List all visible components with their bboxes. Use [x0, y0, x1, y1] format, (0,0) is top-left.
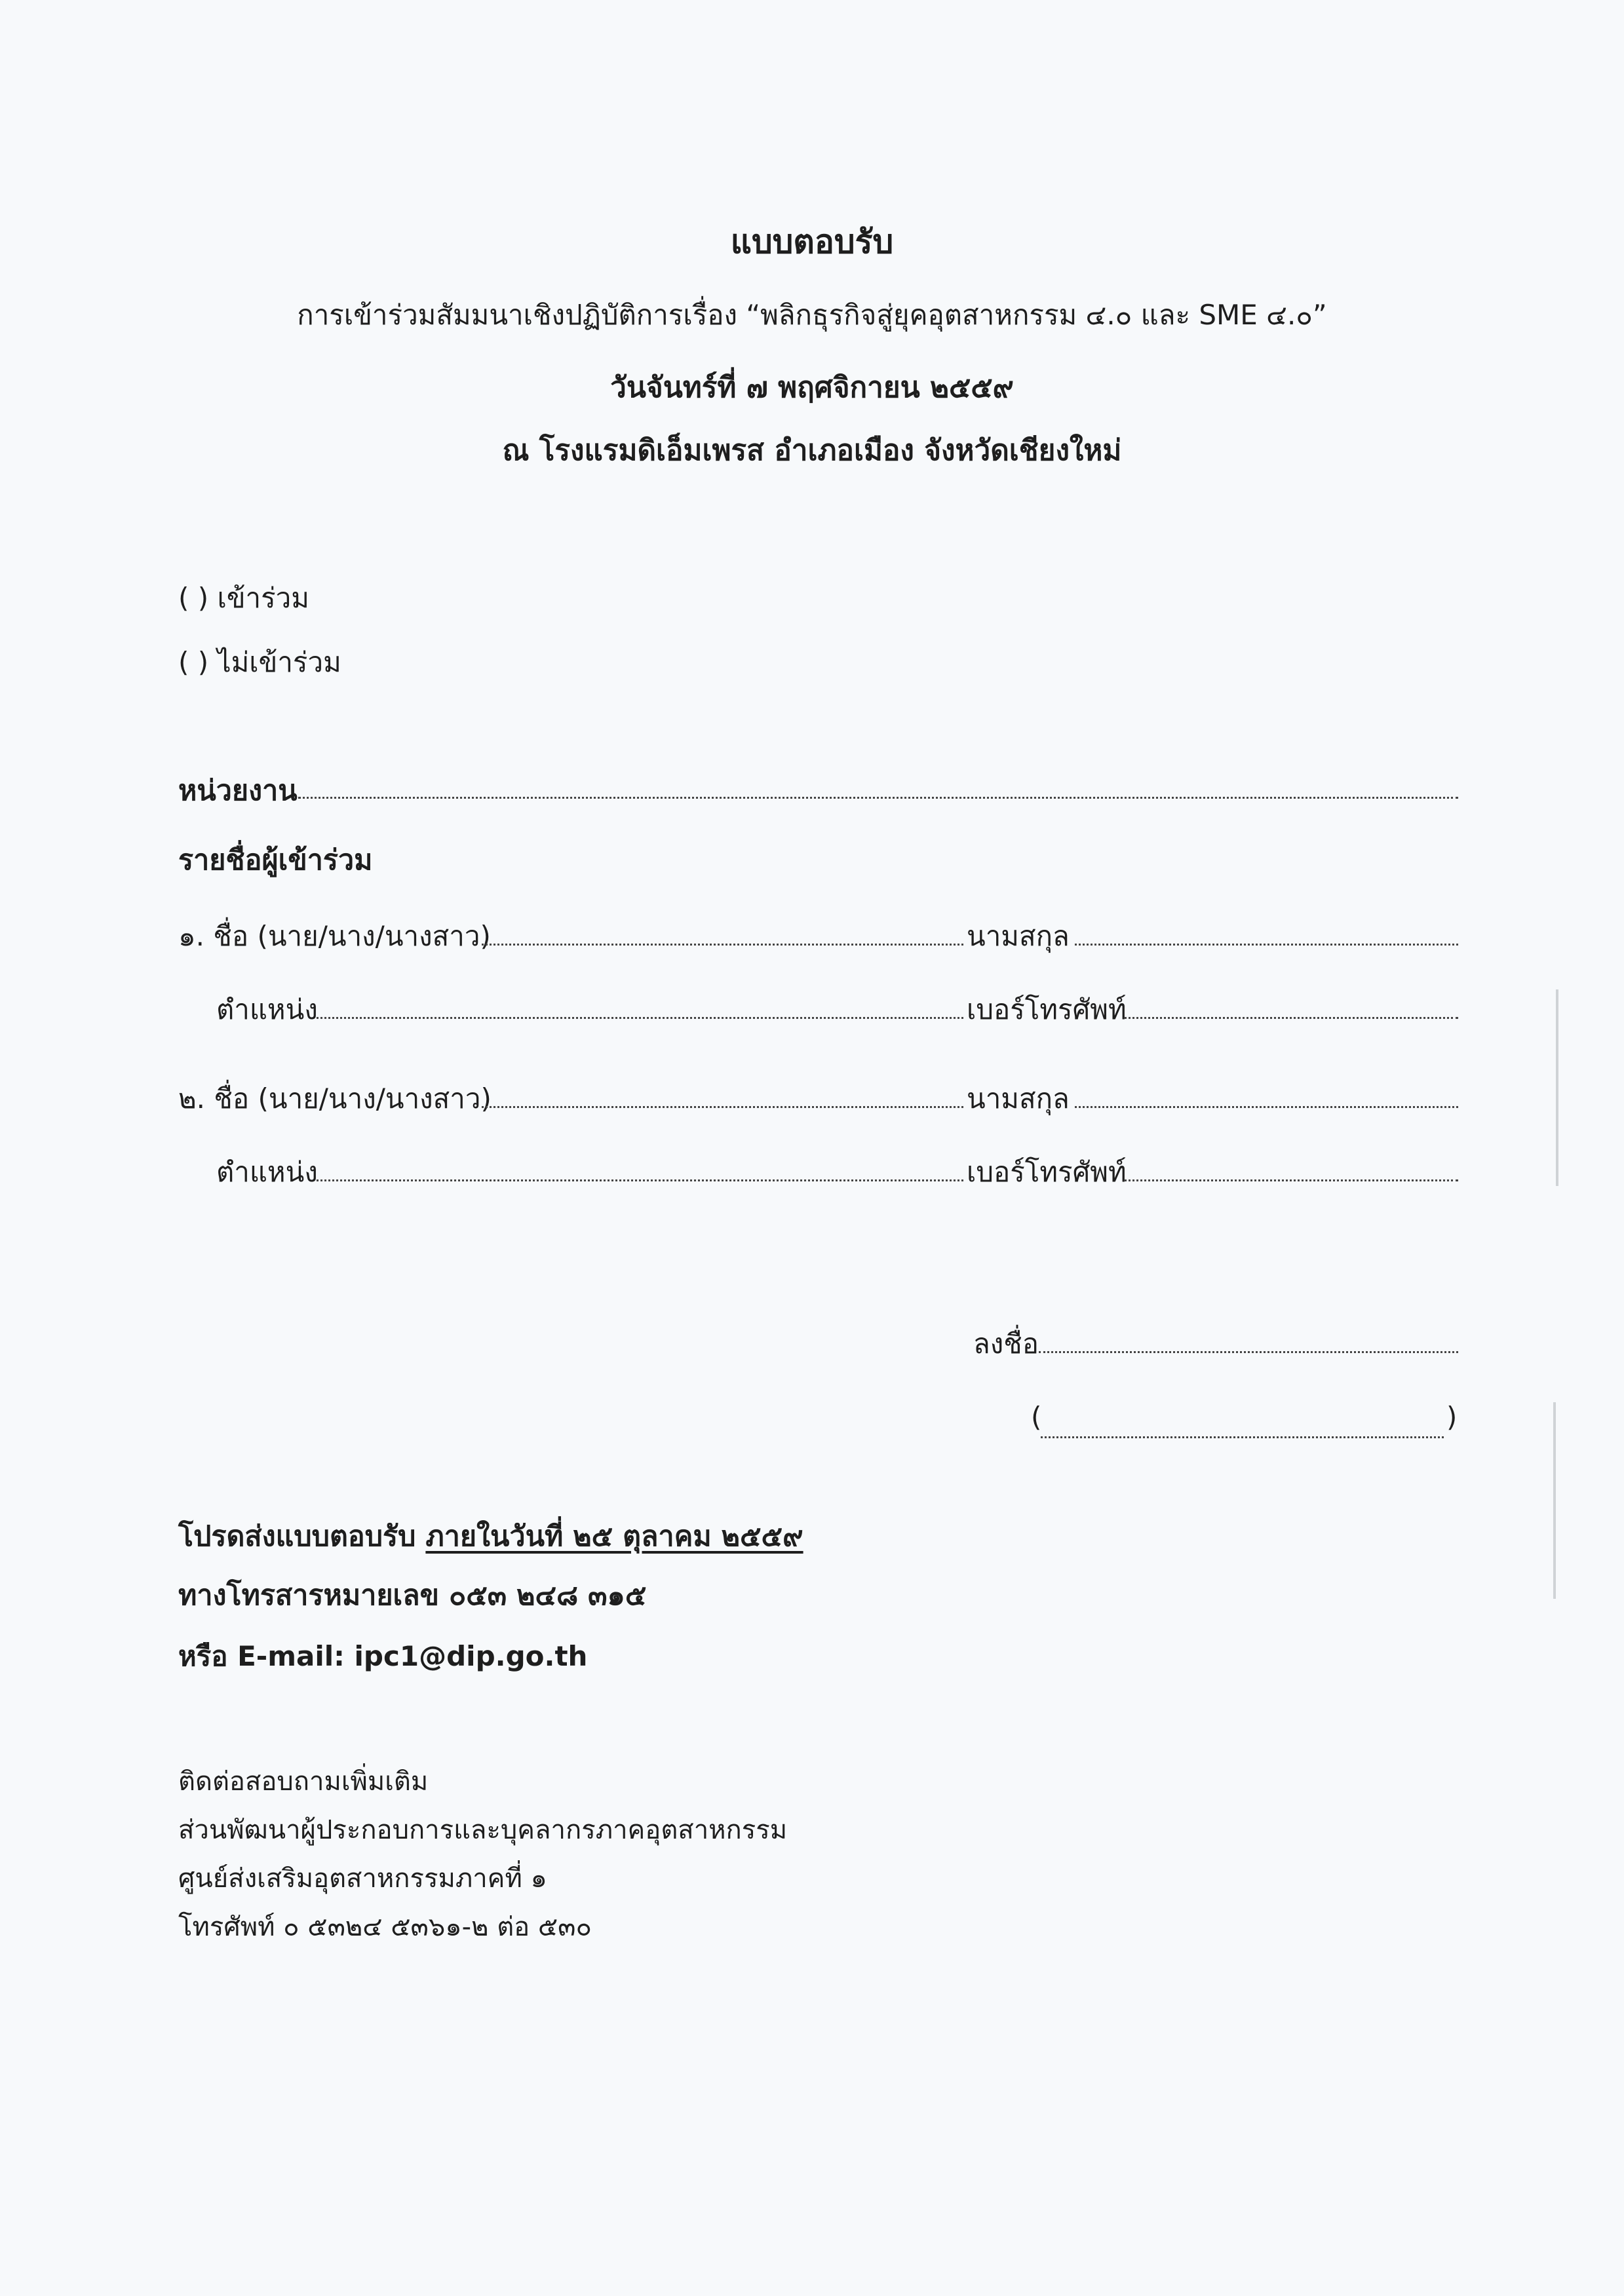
p1-name-label: ๑. ชื่อ (นาย/นาง/นางสาว) [178, 920, 491, 952]
contact-heading: ติดต่อสอบถามเพิ่มเติม [178, 1767, 429, 1797]
seminar-date: วันจันทร์ที่ ๗ พฤศจิกายน ๒๕๕๙ [610, 371, 1014, 404]
p1-name-field[interactable] [482, 944, 963, 946]
signature-field[interactable] [1039, 1351, 1458, 1353]
agency-field[interactable] [298, 797, 1458, 799]
contact-center: ศูนย์ส่งเสริมอุตสาหกรรมภาคที่ ๑ [178, 1864, 547, 1894]
contact-department: ส่วนพัฒนาผู้ประกอบการและบุคลากรภาคอุตสาหกรรม [178, 1815, 788, 1845]
p2-name-label: ๒. ชื่อ (นาย/นาง/นางสาว) [178, 1082, 492, 1115]
seminar-title: การเข้าร่วมสัมมนาเชิงปฏิบัติการเรื่อง “พลิกธุรกิจสู่ยุคอุตสาหกรรม ๔.๐ และ SME ๔.๐” [297, 299, 1327, 331]
p2-surname-label: นามสกุล [967, 1082, 1070, 1115]
page-title: แบบตอบรับ [730, 223, 894, 261]
p2-surname-field[interactable] [1075, 1106, 1458, 1108]
p1-surname-label: นามสกุล [967, 920, 1070, 952]
not-attend-option[interactable]: ( ) ไม่เข้าร่วม [178, 646, 341, 678]
submission-deadline: ภายในวันที่ ๒๕ ตุลาคม ๒๕๕๙ [425, 1520, 803, 1553]
signature-close-paren: ) [1446, 1401, 1458, 1433]
p2-phone-label: เบอร์โทรศัพท์ [967, 1156, 1127, 1188]
scan-mark [1556, 989, 1558, 1186]
contact-phone: โทรศัพท์ ๐ ๕๓๒๔ ๕๓๖๑-๒ ต่อ ๕๓๐ [178, 1912, 592, 1942]
agency-label: หน่วยงาน [178, 775, 298, 807]
submission-prefix: โปรดส่งแบบตอบรับ [178, 1520, 426, 1553]
attend-option[interactable]: ( ) เข้าร่วม [178, 582, 309, 614]
p1-position-label: ตำแหน่ง [216, 993, 318, 1025]
seminar-venue: ณ โรงแรมดิเอ็มเพรส อำเภอเมือง จังหวัดเชียงใหม่ [502, 434, 1122, 467]
p1-position-field[interactable] [317, 1017, 963, 1019]
submission-line [178, 1514, 803, 1558]
p2-position-label: ตำแหน่ง [216, 1156, 318, 1188]
p2-phone-field[interactable] [1124, 1179, 1458, 1181]
p1-phone-label: เบอร์โทรศัพท์ [967, 993, 1127, 1025]
p2-name-field[interactable] [482, 1106, 963, 1108]
signature-label: ลงชื่อ [973, 1328, 1039, 1360]
contact-email[interactable]: หรือ E-mail: ipc1@dip.go.th [178, 1640, 588, 1672]
p2-position-field[interactable] [317, 1179, 963, 1181]
scan-mark [1553, 1402, 1556, 1599]
p1-surname-field[interactable] [1075, 944, 1458, 946]
printed-name-field[interactable] [1041, 1436, 1444, 1438]
p1-phone-field[interactable] [1124, 1017, 1458, 1019]
signature-open-paren: ( [1031, 1401, 1042, 1433]
participants-heading: รายชื่อผู้เข้าร่วม [178, 844, 373, 877]
fax-number: ทางโทรสารหมายเลข ๐๕๓ ๒๔๘ ๓๑๕ [178, 1579, 647, 1612]
